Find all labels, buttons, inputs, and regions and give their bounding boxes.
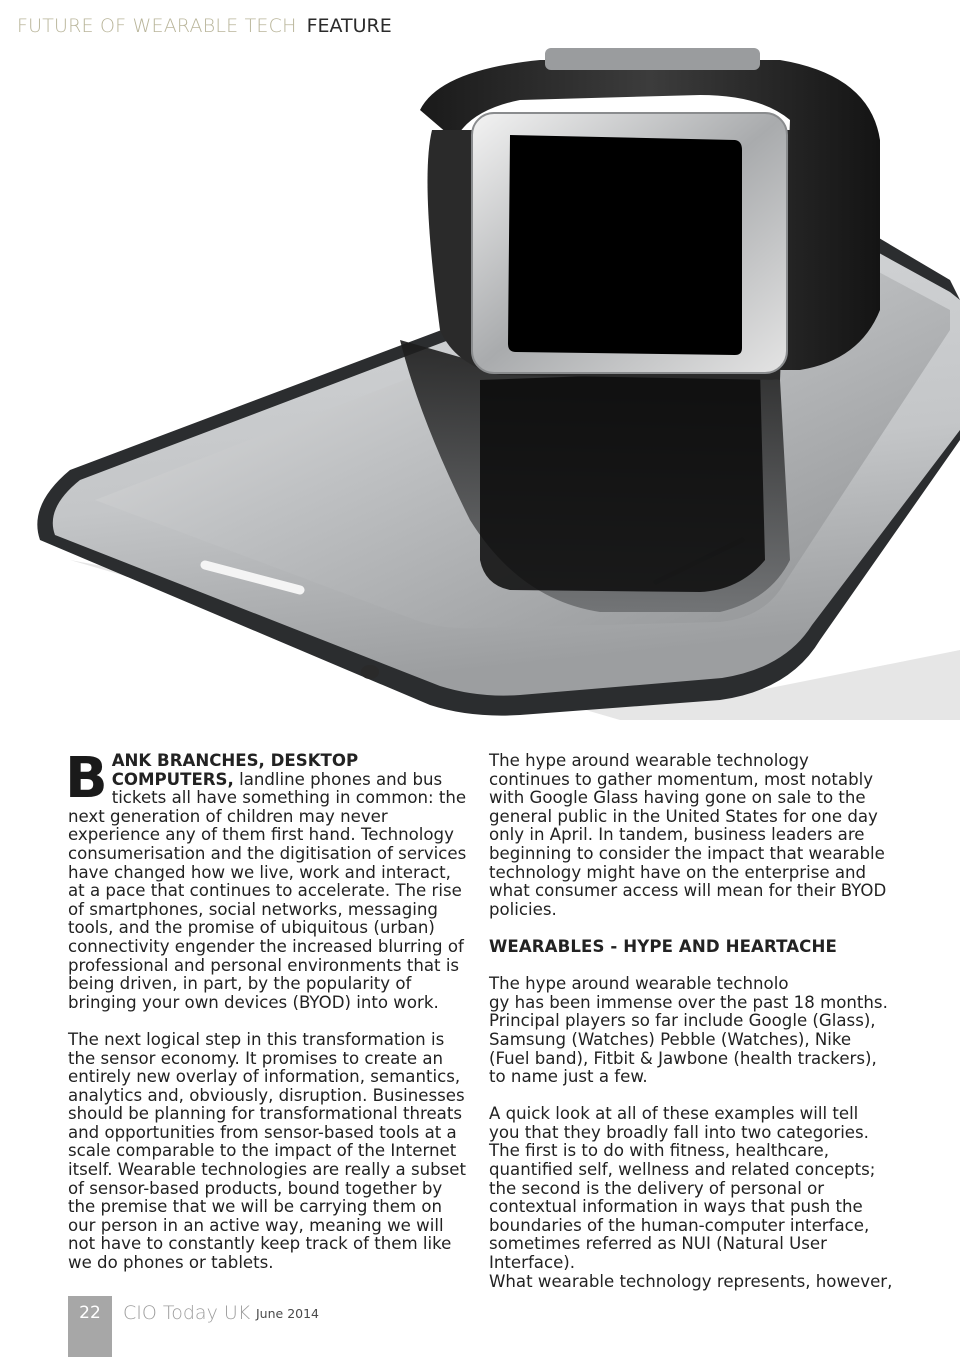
lead-caps: ANK BRANCHES, DESKTOP COMPUTERS, bbox=[111, 751, 359, 789]
article-column-left bbox=[65, 746, 468, 1291]
page-number: 22 bbox=[79, 1303, 101, 1323]
body-paragraph-5: A quick look at all of these examples will tell you that they broadly fall into two categories. The first is to do with fitness, healthcare, quantified self, wellness and related concepts; the second is the delivery of personal or contextual information in ways that push the boundaries of the human-computer interface, sometimes referred as NUI (Natural User Interface). bbox=[489, 1104, 876, 1273]
watch-face-reflection bbox=[480, 370, 765, 592]
body-paragraph-4-line1: The hype around wearable technolo bbox=[489, 974, 789, 994]
body-paragraph-6: What wearable technology represents, however, bbox=[489, 1271, 893, 1291]
feature-label: FEATURE bbox=[306, 15, 392, 37]
watch-clasp bbox=[545, 48, 760, 70]
lead-text: landline phones and bus tickets all have something in common: the next generation of children may never experience any of them first hand. Technology consumerisation and the digitisation of services have changed how we live, work and interact, at a pace that continues to accelerate. The rise of smartphones, social networks, messaging tools, and the promise of ubiquitous (urban) connectivity engender the increased blurring of professional and personal environments that is being driven, in part, by the popularity of bringing your own devices (BYOD) into work. bbox=[68, 769, 467, 1012]
section-subhead: WEARABLES - HYPE AND HEARTACHE bbox=[489, 936, 837, 956]
drop-cap: B bbox=[65, 746, 108, 811]
article-column-right bbox=[489, 752, 894, 1310]
issue-date: June 2014 bbox=[256, 1306, 320, 1321]
body-paragraph-2: The next logical step in this transformation is the sensor economy. It promises to create an entirely new overlay of information, semantics, analytics and, obviously, disruption. Businesses should be planning for transformational threats and opportunities from sensor-based tools at a scale comparable to the impact of the Internet itself. Wearable technologies are really a subset of sensor-based products, bound together by the premise that we will be carrying them on our person in an active way, meaning we will not have to constantly keep track of them like we do phones or tablets. bbox=[68, 1029, 467, 1273]
body-paragraph-4-rest: gy has been immense over the past 18 months. Principal players so far include Google (Glass), Samsung (Watches) Pebble (Watches), Nike (Fuel band), Fitbit & Jawbone (health trackers), to name just a few. bbox=[489, 992, 888, 1087]
lead-paragraph bbox=[65, 746, 468, 1012]
section-title: FUTURE OF WEARABLE TECH bbox=[17, 15, 297, 37]
body-paragraph-4 bbox=[489, 975, 894, 1087]
phone-headphone-jack bbox=[361, 665, 379, 679]
magazine-name: CIO Today UK bbox=[123, 1302, 251, 1324]
body-paragraph-3: The hype around wearable technology continues to gather momentum, most notably with Google Glass having gone on sale to the general public in the United States for one day only in April. In tandem, business leaders are beginning to consider the impact that wearable technology might have on the enterprise and what consumer access will mean for their BYOD policies. bbox=[489, 751, 887, 919]
watch-display bbox=[508, 135, 742, 355]
